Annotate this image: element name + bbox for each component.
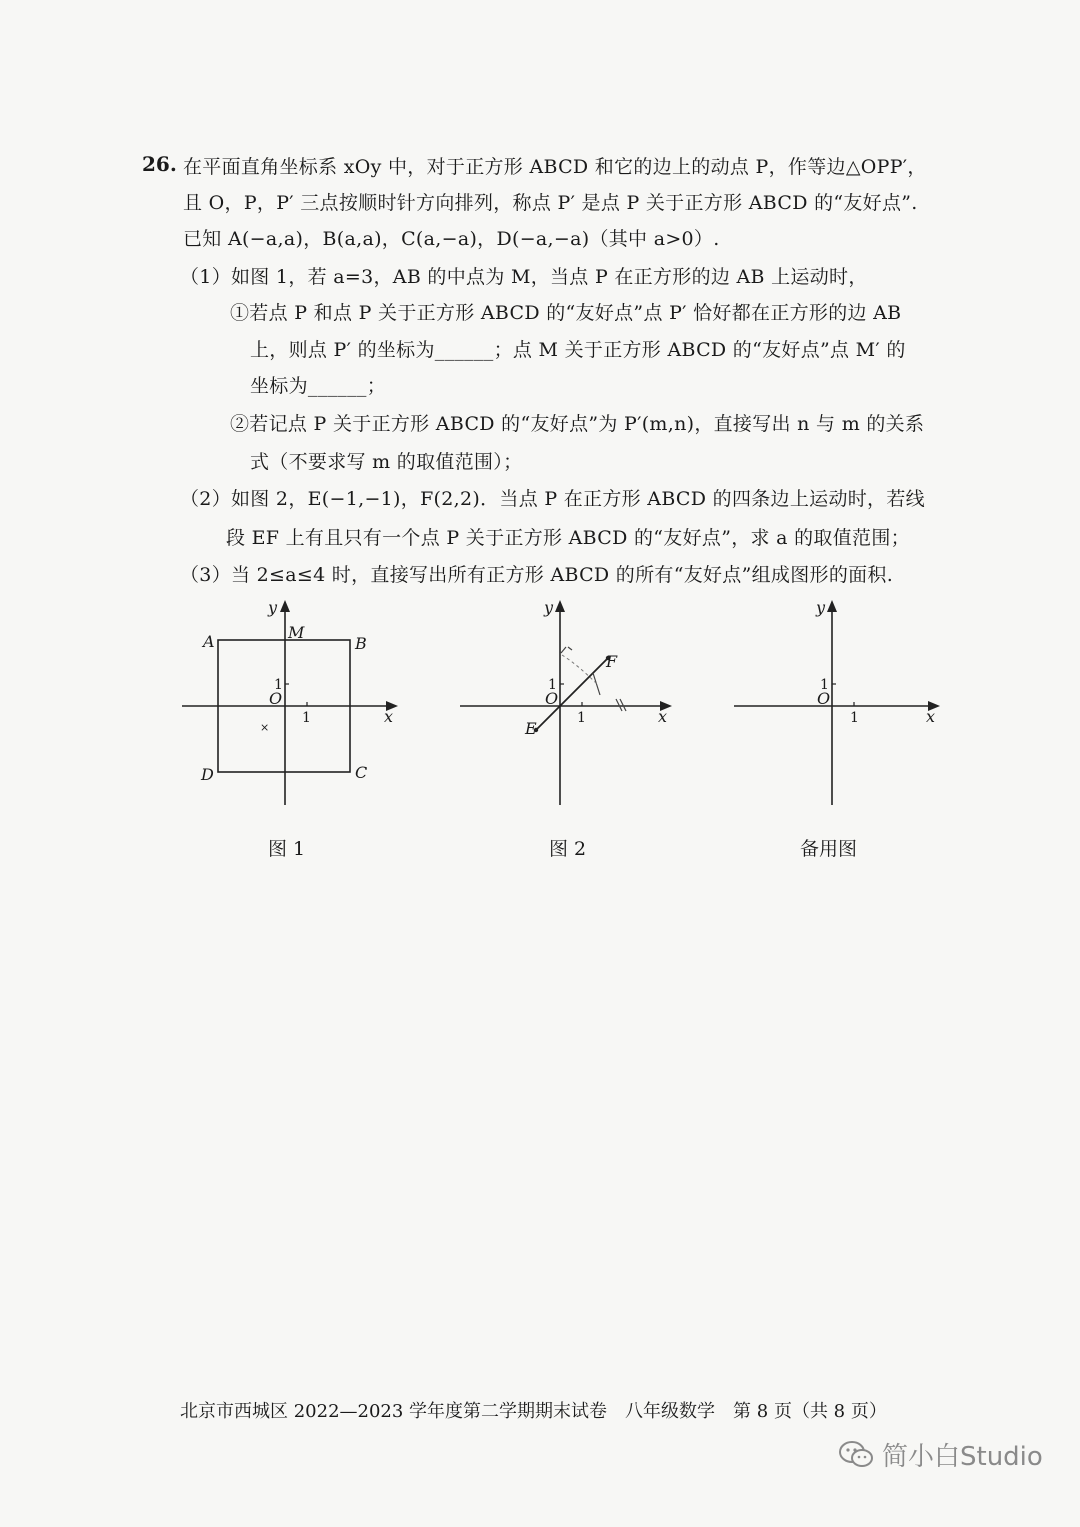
label-y: y bbox=[544, 598, 554, 617]
label-y: y bbox=[816, 598, 826, 617]
part1-sub1-line-1: ①若点 P 和点 P 关于正方形 ABCD 的“友好点”点 P′ 恰好都在正方形的边 AB bbox=[230, 302, 902, 324]
pencil-dashes bbox=[562, 655, 598, 685]
label-one-y: 1 bbox=[548, 677, 557, 693]
part3-line-1: （3）当 2≤a≤4 时，直接写出所有正方形 ABCD 的所有“友好点”组成图形的面积. bbox=[180, 564, 894, 586]
question-line-1: 在平面直角坐标系 xOy 中，对于正方形 ABCD 和它的边上的动点 P，作等边△OPP′， bbox=[183, 156, 927, 178]
label-a: A bbox=[203, 632, 215, 651]
watermark-text: 简小白Studio bbox=[882, 1442, 1043, 1472]
label-one-y: 1 bbox=[820, 677, 829, 693]
label-y: y bbox=[268, 598, 278, 617]
label-o: O bbox=[545, 689, 559, 708]
watermark bbox=[838, 1436, 1043, 1473]
part2-line-1: （2）如图 2，E(−1,−1)，F(2,2)．当点 P 在正方形 ABCD 的四条边上运动时，若线 bbox=[180, 488, 925, 510]
label-o: O bbox=[817, 689, 831, 708]
label-e: E bbox=[525, 719, 537, 738]
label-f: F bbox=[606, 652, 618, 671]
y-axis-arrow bbox=[555, 600, 565, 612]
label-x: x bbox=[384, 707, 394, 726]
wechat-icon bbox=[838, 1440, 874, 1470]
label-one-x: 1 bbox=[850, 710, 859, 726]
label-x: x bbox=[926, 707, 936, 726]
label-m: M bbox=[288, 623, 305, 642]
part1-sub1-line-2: 上，则点 P′ 的坐标为______；点 M 关于正方形 ABCD 的“友好点”点 M′ 的 bbox=[250, 339, 906, 361]
page-footer: 北京市西城区 2022—2023 学年度第二学期期末试卷 八年级数学 第 8 页（共 8 页） bbox=[180, 1401, 887, 1422]
label-c: C bbox=[355, 763, 368, 782]
figure-2 bbox=[448, 595, 688, 815]
label-d: D bbox=[201, 765, 214, 784]
part1-line-1: （1）如图 1，若 a=3，AB 的中点为 M，当点 P 在正方形的边 AB 上运动时， bbox=[180, 266, 868, 288]
part1-sub2-line-2: 式（不要求写 m 的取值范围）； bbox=[250, 451, 523, 473]
question-number: 26. bbox=[142, 152, 177, 176]
figure-backup-caption: 备用图 bbox=[800, 838, 858, 860]
part1-sub2-line-1: ②若记点 P 关于正方形 ABCD 的“友好点”为 P′(m,n)，直接写出 n 与 m 的关系 bbox=[230, 413, 925, 435]
label-one-x: 1 bbox=[577, 710, 586, 726]
figure-1-caption: 图 1 bbox=[268, 838, 306, 860]
y-axis-arrow bbox=[280, 600, 290, 612]
label-o: O bbox=[269, 689, 283, 708]
question-line-3: 已知 A(−a,a)，B(a,a)，C(a,−a)，D(−a,−a)（其中 a>0）. bbox=[183, 228, 720, 250]
figure-backup bbox=[722, 595, 962, 815]
question-line-2: 且 O，P，P′ 三点按顺时针方向排列，称点 P′ 是点 P 关于正方形 ABCD 的“友好点”. bbox=[183, 192, 918, 214]
part2-line-2: 段 EF 上有且只有一个点 P 关于正方形 ABCD 的“友好点”，求 a 的取值范围； bbox=[226, 527, 910, 549]
figure-1 bbox=[170, 595, 410, 815]
label-one-y: 1 bbox=[274, 677, 283, 693]
label-x: x bbox=[658, 707, 668, 726]
part1-sub1-line-3: 坐标为______； bbox=[250, 375, 387, 397]
stray-mark: × bbox=[260, 721, 270, 734]
y-axis-arrow bbox=[827, 600, 837, 612]
figure-2-caption: 图 2 bbox=[549, 838, 587, 860]
label-b: B bbox=[355, 634, 367, 653]
label-one-x: 1 bbox=[302, 710, 311, 726]
